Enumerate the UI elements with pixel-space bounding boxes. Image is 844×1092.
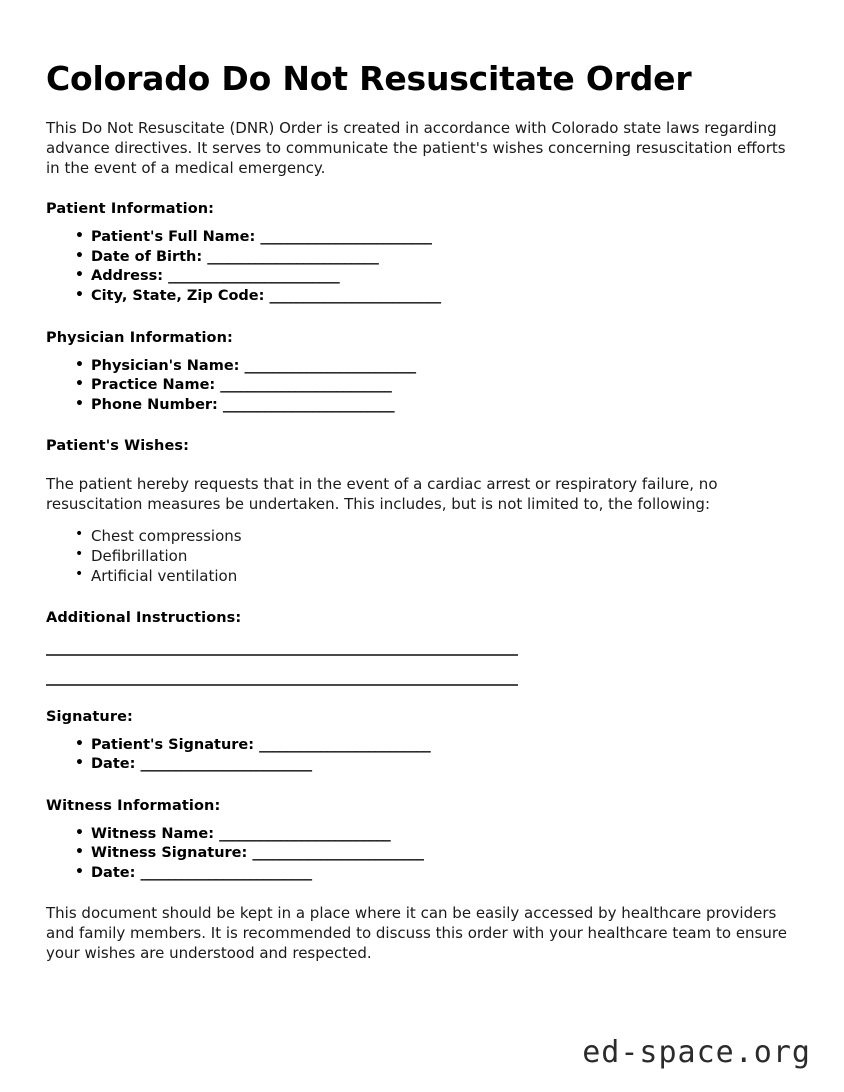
list-item: • Artificial ventilation bbox=[75, 566, 798, 586]
blank-rule-line[interactable] bbox=[46, 654, 518, 656]
field-label: Date: bbox=[91, 756, 136, 773]
list-item bbox=[75, 844, 798, 864]
section-heading-additional-instructions: Additional Instructions: bbox=[46, 609, 242, 626]
blank-rule-line[interactable] bbox=[46, 684, 518, 686]
patient-information-field-list bbox=[46, 228, 798, 306]
list-item bbox=[75, 228, 798, 248]
field-blank-line[interactable]: _________________________ bbox=[140, 864, 312, 881]
field-blank-line[interactable]: _________________________ bbox=[244, 357, 416, 374]
field-label: Witness Name: bbox=[91, 825, 215, 842]
field-blank-line[interactable]: _________________________ bbox=[269, 288, 441, 305]
field-label: Patient's Signature: bbox=[91, 736, 255, 753]
list-item bbox=[75, 287, 798, 307]
section-heading-physician-information: Physician Information: bbox=[46, 329, 233, 346]
section-heading-patient-information: Patient Information: bbox=[46, 201, 215, 218]
field-blank-line[interactable]: _________________________ bbox=[168, 268, 340, 285]
list-item bbox=[75, 396, 798, 416]
field-label: City, State, Zip Code: bbox=[91, 288, 265, 305]
list-item: • Defibrillation bbox=[75, 546, 798, 566]
field-blank-line[interactable]: _________________________ bbox=[260, 229, 432, 246]
section-heading-signature: Signature: bbox=[46, 708, 133, 725]
list-item bbox=[75, 248, 798, 268]
field-label: Practice Name: bbox=[91, 377, 216, 394]
field-label: Date: bbox=[91, 864, 136, 881]
list-item bbox=[75, 267, 798, 287]
field-blank-line[interactable]: _________________________ bbox=[220, 377, 392, 394]
field-label: Patient's Full Name: bbox=[91, 229, 256, 246]
field-label: Witness Signature: bbox=[91, 845, 248, 862]
list-item: • Chest compressions bbox=[75, 526, 798, 546]
closing-paragraph: This document should be kept in a place where it can be easily accessed by healthcare providers and family members. It is recommended to discuss this order with your healthcare team to ensure your wishes are understood and respected. bbox=[46, 904, 787, 963]
field-label: Address: bbox=[91, 268, 164, 285]
list-item bbox=[75, 755, 798, 775]
patients-wishes-list bbox=[46, 526, 798, 587]
field-blank-line[interactable]: _________________________ bbox=[140, 756, 312, 773]
list-item bbox=[75, 357, 798, 377]
field-blank-line[interactable]: _________________________ bbox=[222, 396, 395, 413]
witness-information-field-list bbox=[46, 825, 798, 884]
page-title: Colorado Do Not Resuscitate Order bbox=[46, 59, 692, 98]
watermark: ed-space.org bbox=[582, 1035, 811, 1070]
physician-information-field-list bbox=[46, 357, 798, 416]
field-blank-line[interactable]: _________________________ bbox=[252, 845, 424, 862]
list-item bbox=[75, 825, 798, 845]
section-heading-patients-wishes: Patient's Wishes: bbox=[46, 438, 190, 455]
field-blank-line[interactable]: _________________________ bbox=[259, 736, 431, 753]
signature-field-list bbox=[46, 736, 798, 775]
list-item bbox=[75, 864, 798, 884]
intro-paragraph: This Do Not Resuscitate (DNR) Order is created in accordance with Colorado state laws regarding advance directives. It serves to communicate the patient's wishes concerning resuscitation efforts in the event of a medical emergency. bbox=[46, 118, 786, 177]
list-item bbox=[75, 376, 798, 396]
field-label: Date of Birth: bbox=[91, 248, 203, 265]
field-label: Phone Number: bbox=[91, 396, 218, 413]
section-heading-witness-information: Witness Information: bbox=[46, 797, 221, 814]
field-label: Physician's Name: bbox=[91, 357, 240, 374]
field-blank-line[interactable]: _________________________ bbox=[207, 248, 379, 265]
list-item bbox=[75, 736, 798, 756]
additional-instructions-blank-area bbox=[46, 654, 798, 686]
patients-wishes-paragraph: The patient hereby requests that in the event of a cardiac arrest or respiratory failure, no resuscitation measures be undertaken. This includes, but is not limited to, the following: bbox=[46, 475, 718, 514]
field-blank-line[interactable]: _________________________ bbox=[219, 825, 391, 842]
